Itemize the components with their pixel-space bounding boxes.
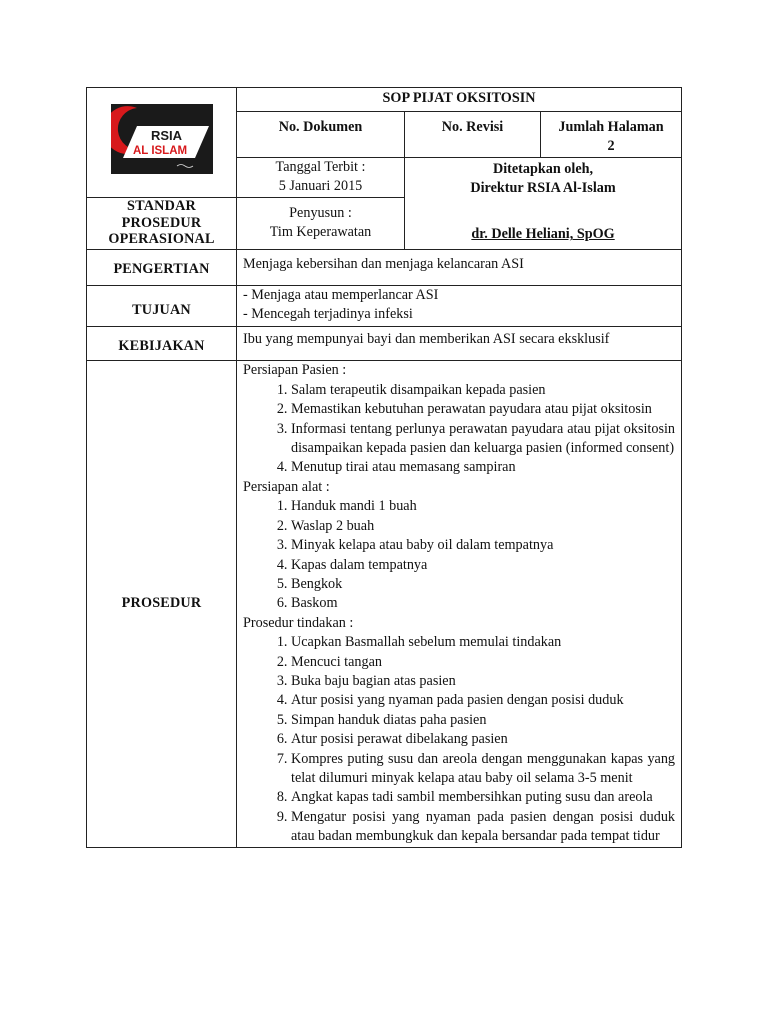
list-item: 1. Ucapkan Basmallah sebelum memulai tindakan xyxy=(291,633,675,652)
document-title: SOP PIJAT OKSITOSIN xyxy=(237,88,682,112)
prosedur-label: PROSEDUR xyxy=(87,361,237,847)
pengertian-text: Menjaga kebersihan dan menjaga kelancaran ASI xyxy=(237,249,682,285)
list-item: 8. Angkat kapas tadi sambil membersihkan puting susu dan areola xyxy=(291,788,675,807)
penyusun-cell xyxy=(237,197,405,249)
list-item: 9. Mengatur posisi yang nyaman pada pasien dengan posisi duduk atau badan membungkuk dan kepala bersandar pada tempat tidur xyxy=(291,808,675,847)
list-item: 4. Kapas dalam tempatnya xyxy=(291,556,675,575)
no-dokumen-label: No. Dokumen xyxy=(237,112,405,158)
tanggal-terbit-value: 5 Januari 2015 xyxy=(278,178,363,195)
tanggal-terbit-label: Tanggal Terbit : xyxy=(275,158,366,175)
logo-text-al-islam: AL ISLAM xyxy=(133,145,188,157)
list-item: 2. Waslap 2 buah xyxy=(291,517,675,536)
tanggal-terbit-cell xyxy=(237,157,405,197)
list-item: 5. Bengkok xyxy=(291,575,675,594)
penyusun-value: Tim Keperawatan xyxy=(269,224,372,241)
persiapan-pasien-title: Persiapan Pasien : xyxy=(243,362,347,379)
no-revisi-label: No. Revisi xyxy=(405,112,541,158)
sop-table xyxy=(86,87,682,848)
persiapan-alat-list xyxy=(243,497,675,613)
list-item: 1. Salam terapeutik disampaikan kepada pasien xyxy=(291,381,675,400)
list-item: 7. Kompres puting susu dan areola dengan menggunakan kapas yang telat dilumuri minyak kelapa atau baby oil selama 3-5 menit xyxy=(291,750,675,789)
list-item: 1. Handuk mandi 1 buah xyxy=(291,497,675,516)
jumlah-halaman-cell xyxy=(541,112,682,158)
persiapan-alat-title: Persiapan alat : xyxy=(243,478,330,495)
tujuan-label: TUJUAN xyxy=(87,285,237,327)
list-item: - Mencegah terjadinya infeksi xyxy=(243,305,675,324)
ditetapkan-label: Ditetapkan oleh, xyxy=(492,160,594,177)
list-item: 6. Atur posisi perawat dibelakang pasien xyxy=(291,730,675,749)
rsia-al-islam-logo xyxy=(111,104,213,174)
standar-prosedur-label: STANDAR PROSEDUR OPERASIONAL xyxy=(87,197,237,249)
penyusun-label: Penyusun : xyxy=(289,204,352,221)
prosedur-tindakan-title: Prosedur tindakan : xyxy=(243,614,354,631)
list-item: 4. Menutup tirai atau memasang sampiran xyxy=(291,458,675,477)
logo-cell xyxy=(87,88,237,198)
persiapan-pasien-list xyxy=(243,381,675,478)
list-item: - Menjaga atau memperlancar ASI xyxy=(243,286,675,305)
list-item: 3. Buka baju bagian atas pasien xyxy=(291,672,675,691)
list-item: 6. Baskom xyxy=(291,594,675,613)
sop-document xyxy=(86,87,681,848)
list-item: 2. Mencuci tangan xyxy=(291,653,675,672)
list-item: 5. Simpan handuk diatas paha pasien xyxy=(291,711,675,730)
kebijakan-text: Ibu yang mempunyai bayi dan memberikan ASI secara eksklusif xyxy=(237,327,682,361)
list-item: 4. Atur posisi yang nyaman pada pasien dengan posisi duduk xyxy=(291,691,675,710)
list-item: 3. Minyak kelapa atau baby oil dalam tempatnya xyxy=(291,536,675,555)
kebijakan-label: KEBIJAKAN xyxy=(87,327,237,361)
ditetapkan-role: Direktur RSIA Al-Islam xyxy=(470,180,616,197)
logo-text-rsia: RSIA xyxy=(151,128,183,143)
tujuan-cell xyxy=(237,285,682,327)
list-item: 2. Memastikan kebutuhan perawatan payudara atau pijat oksitosin xyxy=(291,400,675,419)
tujuan-list xyxy=(243,286,675,325)
prosedur-tindakan-list xyxy=(243,633,675,846)
list-item: 3. Informasi tentang perlunya perawatan payudara atau pijat oksitosin disampaikan kepada pasien dan keluarga pasien (informed consent) xyxy=(291,420,675,459)
signatory-name: dr. Delle Heliani, SpOG xyxy=(471,226,615,243)
jumlah-halaman-label: Jumlah Halaman xyxy=(558,119,664,135)
jumlah-halaman-value: 2 xyxy=(607,138,615,155)
ditetapkan-cell xyxy=(405,157,682,249)
pengertian-label: PENGERTIAN xyxy=(87,249,237,285)
prosedur-cell xyxy=(237,361,682,847)
